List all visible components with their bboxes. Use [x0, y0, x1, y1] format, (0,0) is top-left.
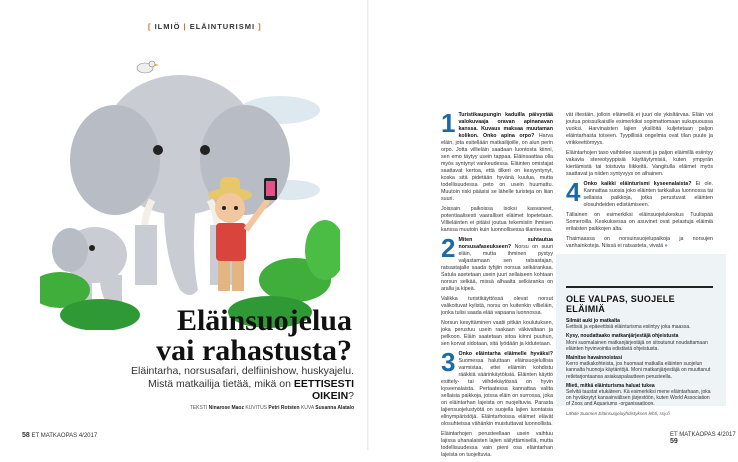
paragraph: Norsun kesyttäminen vaatii pitkän koulutuksen, joka perustuu usein raakaan väkivaltaan ja pelkoon. Eläin saatetaan sitoa kiinni puuhun, sen korvat sidotaan, sitä lyödään ja kidutetaan. — [441, 320, 553, 347]
elephant-tourist-illustration — [40, 50, 340, 330]
continue-arrow: » — [664, 243, 668, 249]
seagull — [137, 61, 159, 73]
paragraph: 1 Turistikaupungin kaduilla päivystää valokuvaaja oravan apinanavan kanssa. Kuvaus maksaa muutaman kolikon. Onko apina orpo? Harva eläin, jota esitellään matkailijoille, on alun perin orpo. Jotta villieläin saadaan luontosta kiinni, sen emo täytyy usein tappaa. Eläinsaattaa olla myös syntynyt vankeudessa. Eläinten omistajat saattavat kertoa, että tilkeri on kesyyntynyt, koska sitä pidetään hyvänä kuulua, mutta todellisuudessa peto on usein huumattu. Muutoin riski pääsisi se lähelle turisteja on liian suuri. — [441, 108, 553, 202]
source-note: Lähde Suomen Eläinsuojeluyhdistyksen lehti, ssy.fi — [566, 410, 670, 416]
paragraph: 3 Onko eläintarha eläimelle hyväksi? Suomessa haluttaan eläinsuojelullisia varmistaa, ettei eläimiin kohdistu rääkkiä väärinkäytöksiä. Eläinten käyttö esittely- tai viihdekäytössä on hyvin kyseenalaista. Pertaatessa kannattaa valita sellaisia paikkoja, joissa eläin on surrossa, joka on eläintarhan lajeista on nuojeltuvia. Parasta lajiensuojelustyötä on suojella lajien luontaisia elinympäristöjä. Eläintarhoissa eläimet elävät olosuhteissa vähänkin muistuttavat luonnollista. — [441, 347, 553, 427]
paragraph: vät iltestäin, jolloin eläimellä ei juuri ole ykisltärvaa. Eläin voi joutua poissulkaisille esimerkiksi sopimattomaan sukupuoussa vuoksi. Harvinaisten lajien yksilöitä kuljetetaan paljon eläintarhasta toiseen. Tyypillisiä ongelmia ovat tilan puute ja virikkeettömyys. — [566, 112, 713, 146]
paragraph: Tällainen on esimerkiksi eläinsuojelukeskus Tuulispää Someroilla. Keskuksessa on asuvinet ovat pelastuja eläimiä erilaisten paikkojen alta. — [566, 212, 713, 232]
paragraph: Joissain paikoissa isoksi kasvaneet, potentiaalisesti vaaralliset eläimet lopetetaan. Villieläinten ei pitäisi joutua tekemisiin ihmisen kanssa muutoin kuin luonnollisessa tilanteessa. — [441, 206, 553, 233]
folio-right: ET MATKAOPAS 4/2017 59 — [670, 432, 736, 445]
tip-item: Mieti, mitkä eläinturisma haluat tukea Selvitä taustat etukäteen. Kä esimerkiksi mene eläintarhaan, joka on hyväksytyt kansainvälisen järjestöön, kuten World Association of Zoos and Aquariums -organisaatioon. — [566, 382, 711, 408]
byline: TEKSTI Ninarose Maoz KUVITUS Petri Rotsten KUVA Susanna Alatalo — [189, 405, 354, 411]
tip-item: Mainitse havainnoistasi Kerro matkakohteista, jos huomaat matkalla eläinten suojelun kannalta huonoja käytäntöjä. Moni matkanjärjestäjä on muuttanut retkitarjontaansa asiakaspalautteen perusteella. — [566, 355, 711, 380]
title-line-1: Eläinsuojelua — [176, 304, 352, 337]
paragraph: Eläintarhojen taso vaihtelee suuresti ja paljon eläimillä esiintyy vakavia stereotyyppisiä käyttäytymisiä, kuten ympyrän kiertämistä tai toistuvia liikkeitä. Vangitulla eläimet myös saattavat ja niiden syntyvyys on alhainen. — [566, 150, 713, 177]
paragraph: 2 Miten suhtautua norsusafaseukseen? Norsu on suuri eläin, mutta ihminen pystyy valjastamaan sen ratsastajan, ratsastajalle saada tyhjiin norsua selkärankaa. Satula asetetaan usein juuri sellaiseen kohtaan norsun selkää, missä alhaalta selkäranka on aralla ja kipeä. — [441, 233, 553, 292]
lead-line-2: Mistä matkailija tietää, mikä on EETTISESTI OIKEIN? — [148, 377, 354, 402]
left-page — [0, 0, 369, 450]
tip-item: Kysy, noudattaako matkanjärjestäjä ohjeistusta Moni suomalainen matkanjärjestäjä on sitoutunut noudattamaan eläinten hyvinvointia edistäviä ohjeistusta. — [566, 333, 708, 352]
kicker-topic: ELÄINTURISMI — [189, 22, 256, 31]
lead-line-1: Eläintarha, norsusafari, delfiinishow, huskyajelu. — [131, 365, 354, 377]
lead-emphasis: EETTISESTI OIKEIN — [293, 377, 354, 402]
folio-left: 58 ET MATKAOPAS 4/2017 — [22, 432, 98, 439]
article-lead — [108, 365, 354, 403]
paragraph: Thaimaassa on norsuinsuojelupaikoja ja norsujen vanhainkoteja. Niissä ei ratsasteta, vivatä » — [566, 236, 713, 249]
paragraph: Valikka turistikäyttössä olevat norsut valikoituvat kylistä, norsu on kuitenkin villieläin, jonka tulisi saada elää vapaana luonnossa. — [441, 296, 553, 316]
kicker-section: ILMIÖ — [154, 22, 181, 31]
paragraph: Eläintarhojen perusteellaan usein vaihtuu lajissa uhanalaisten lajien säilyttämisellä, mutta todellisuudessa vain pieni osa eläintarhan lajeista on tuojeltuvia. — [441, 431, 553, 458]
body-column-1 — [441, 108, 553, 462]
article-title — [132, 306, 352, 366]
paragraph: 4 Onko kaikki eläinturismi kyseenalaista? Ei ole. Kannattaa suosia joko eläinten tarkkailua luonnossa tai sellaisia paikkoja, jotka perustuvat eläinten olosuhdeiden edistämiseen. — [566, 177, 713, 208]
title-line-2: vai rahastusta? — [156, 334, 352, 367]
section-kicker: [ ILMIÖ | ELÄINTURISMI ] — [148, 22, 262, 31]
tip-item: Silmät auki jo matkalta Eettisiä ja epäeettisiä eläinturisma esiintyy joka maassa. — [566, 318, 691, 331]
tips-box-title: OLE VALPAS, SUOJELE ELÄIMIÄ — [566, 294, 675, 314]
body-column-2 — [566, 112, 713, 253]
tips-box — [566, 286, 713, 416]
